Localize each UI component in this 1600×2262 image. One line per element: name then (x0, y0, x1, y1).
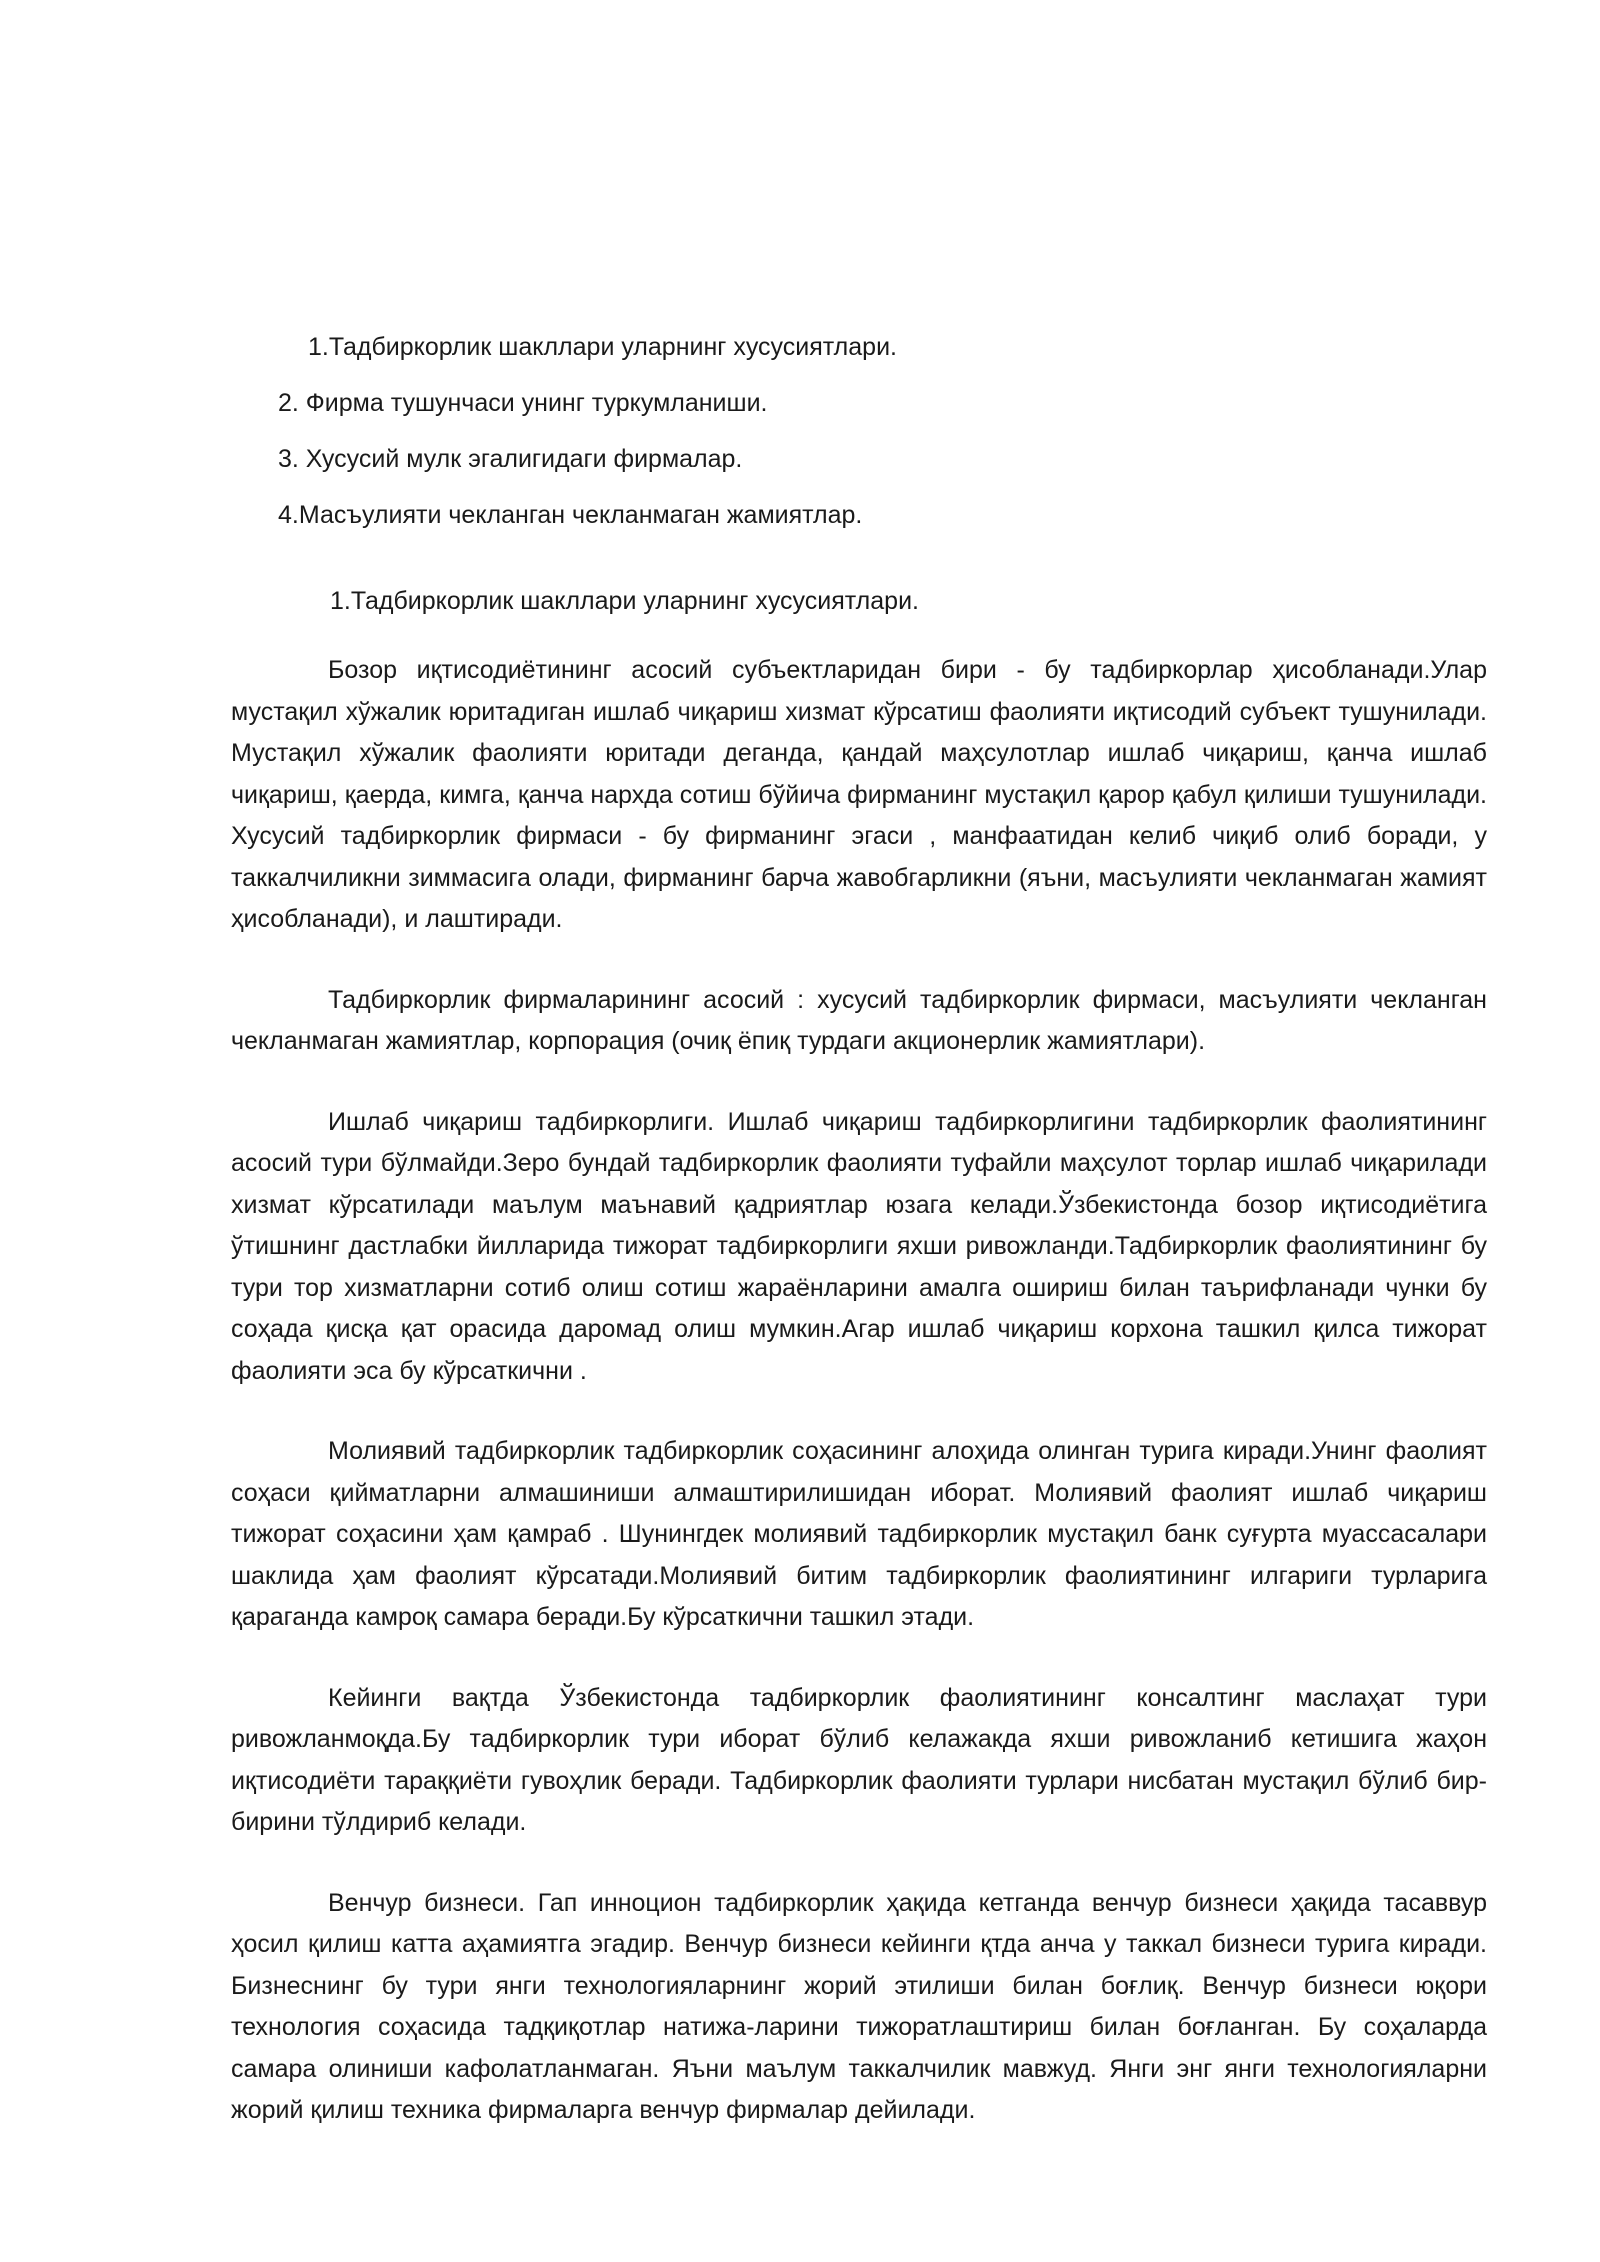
topic-item-4: 4.Масъулияти чекланган чекланмаган жамиятлар. (278, 501, 863, 529)
topic-item-2: 2. Фирма тушунчаси унинг туркумланиши. (278, 389, 768, 417)
topic-item-3: 3. Хусусий мулк эгалигидаги фирмалар. (278, 445, 743, 473)
paragraph: Кейинги вақтда Ўзбекистонда тадбиркорлик фаолиятининг консалтинг маслаҳат тури ривожланмоқда.Бу тадбиркорлик тури иборат бўлиб келажакда яхши ривожланиб кетишига жаҳон иқтисодиёти тараққиёти гувоҳлик беради. Тадбиркорлик фаолияти турлари нисбатан мустақил бўлиб бир-бирини тўлдириб келади. (231, 1683, 1487, 1836)
paragraph: Бозор иқтисодиётининг асосий субъектларидан бири - бу тадбиркорлар ҳисобланади.Улар мустақил хўжалик юритадиган ишлаб чиқариш хизмат кўрсатиш фаолияти иқтисодий субъект тушунилади. Мустақил хўжалик фаолияти юритади деганда, қандай маҳсулотлар ишлаб чиқариш, қанча ишлаб чиқариш, қаерда, кимга, қанча нархда сотиш бўйича фирманинг мустақил қарор қабул қилиши тушунилади. Хусусий тадбиркорлик фирмаси - бу фирманинг эгаси , манфаатидан келиб чиқиб олиб боради, у таккалчиликни зиммасига олади, фирманинг барча жавобгарликни (яъни, масъулияти чекланмаган жамият ҳисобланади), и лаштиради. (231, 656, 1487, 933)
paragraph: Ишлаб чиқариш тадбиркорлиги. Ишлаб чиқариш тадбиркорлигини тадбиркорлик фаолиятининг асосий тури бўлмайди.Зеро бундай тадбиркорлик фаолияти туфайли маҳсулот торлар ишлаб чиқарилади хизмат кўрсатилади маълум маънавий қадриятлар юзага келади.Ўзбекистонда бозор иқтисодиётига ўтишнинг дастлабки йилларида тижорат тадбиркорлиги яхши ривожланди.Тадбиркорлик фаолиятининг бу тури тор хизматларни сотиб олиш сотиш жараёнларини амалга ошириш билан таърифланади чунки бу соҳада қисқа қат орасида даромад олиш мумкин.Агар ишлаб чиқариш корхона ташкил қилса тижорат фаолияти эса бу кўрсаткични . (231, 1107, 1487, 1385)
body-text (231, 650, 1487, 2171)
section-heading: 1.Тадбиркорлик шакллари уларнинг хусусиятлари. (330, 587, 919, 615)
paragraph: Венчур бизнеси. Гап инноцион тадбиркорлик ҳақида кетганда венчур бизнеси ҳақида тасаввур ҳосил қилиш катта аҳамиятга эгадир. Венчур бизнеси кейинги қтда анча у таккал бизнеси турига киради. Бизнеснинг бу тури янги технологияларнинг жорий этилиши билан боғлиқ. Венчур бизнеси юқори технология соҳасида тадқиқотлар натижа-ларини тижоратлаштириш билан боғланган. Бу соҳаларда самара олиниши кафолатланмаган. Яъни маълум таккалчилик мавжуд. Янги энг янги технологияларни жорий қилиш техника фирмаларга венчур фирмалар дейилади. (231, 1888, 1487, 2124)
topic-item-1: 1.Тадбиркорлик шакллари уларнинг хусусиятлари. (308, 333, 897, 361)
paragraph: Молиявий тадбиркорлик тадбиркорлик соҳасининг алоҳида олинган турига киради.Унинг фаолият соҳаси қийматларни алмашиниши алмаштирилишидан иборат. Молиявий фаолият ишлаб чиқариш тижорат соҳасини ҳам қамраб . Шунингдек молиявий тадбиркорлик мустақил банк суғурта муассасалари шаклида ҳам фаолият кўрсатади.Молиявий битим тадбиркорлик фаолиятининг илгариги турларига қараганда камроқ самара беради.Бу кўрсаткични ташкил этади. (231, 1437, 1487, 1631)
paragraph: Тадбиркорлик фирмаларининг асосий : хусусий тадбиркорлик фирмаси, масъулияти чекланган чекланмаган жамиятлар, корпорация (очиқ ёпиқ турдаги акционерлик жамиятлари). (231, 985, 1487, 1055)
